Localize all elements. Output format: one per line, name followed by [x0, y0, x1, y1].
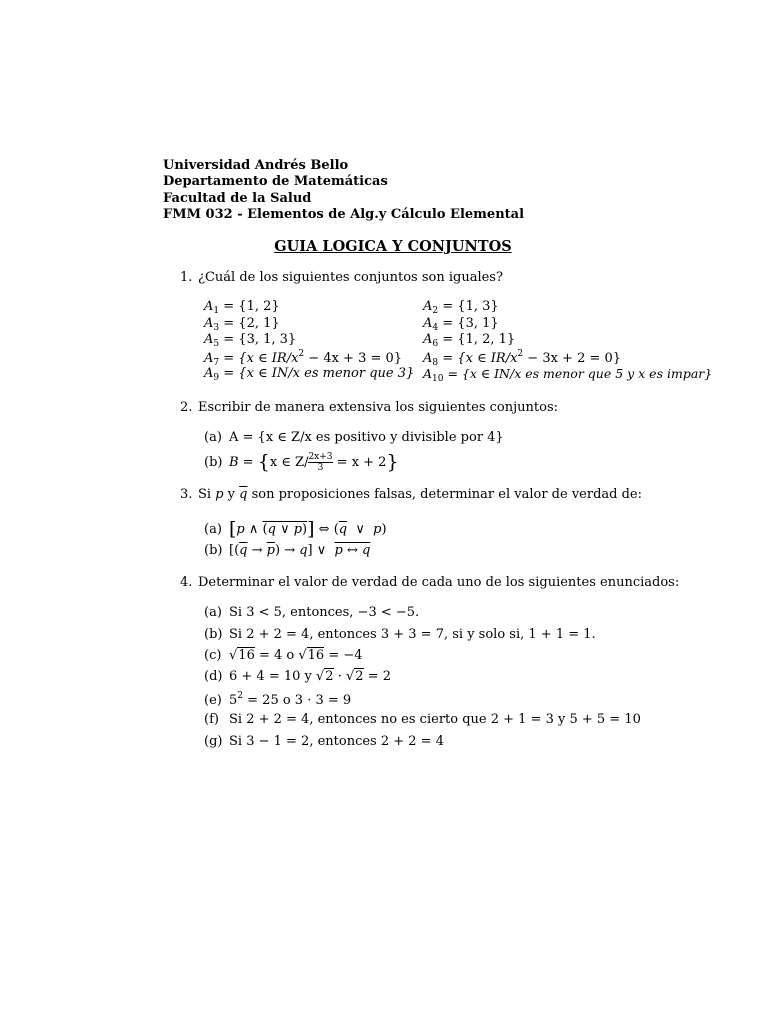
item-label: (g): [204, 734, 223, 749]
question-text: ¿Cuál de los siguientes conjuntos son iguales?: [198, 270, 503, 285]
item-label: (b): [204, 455, 223, 470]
question-4f: (f) Si 2 + 2 = 4, entonces no es cierto que 2 + 1 = 3 y 5 + 5 = 10: [204, 712, 641, 727]
question-number: 1.: [180, 270, 193, 285]
question-4e: (e) $5^2 = 25$ o 3 · 3 = 9: [204, 691, 352, 708]
set-a10: $A_{10} = \{x$ ∈ IN/x es menor que 5 y x es impar}: [423, 366, 713, 384]
item-label: (b): [204, 627, 223, 642]
question-number: 4.: [180, 575, 193, 590]
question-2b: (b) B = {x ∈ Z/ $\frac{2x+3}{3}$ = x + 2}: [204, 451, 399, 473]
question-3a: (a) [p ∧ (q ∨ p)] ⇔ ($\overline{q}$ ∨ p): [204, 518, 387, 540]
page-title: GUIA LOGICA Y CONJUNTOS: [274, 238, 512, 255]
item-label: (c): [204, 648, 222, 663]
set-a6: $A_6 = \{1$, 2, 1}: [423, 332, 516, 349]
question-4g: (g) Si 3 − 1 = 2, entonces 2 + 2 = 4: [204, 734, 444, 749]
set-a3: $A_3 = \{2$, 1}: [204, 316, 280, 333]
set-a5: $A_5 = \{3$, 1, 3}: [204, 332, 297, 349]
question-3b: (b) $[(\overline{q} \to \overline{p}) \to q]$ ∨ p ↔ q: [204, 543, 371, 558]
item-label: (b): [204, 543, 223, 558]
question-text: Si p y $\overline{q}$ son proposiciones falsas, determinar el valor de verdad de:: [198, 487, 642, 502]
set-a1: $A_1 = \{1$, 2}: [204, 299, 280, 316]
fraction: $\frac{2x+3}{3}$: [308, 452, 333, 473]
set-a7: $A_7 = \{x$ ∈ $IR/x^2 - 4x + 3 = 0$}: [204, 349, 403, 368]
question-text: Escribir de manera extensiva los siguientes conjuntos:: [198, 400, 559, 415]
question-4c: (c) √16 = 4 o √16 = −4: [204, 648, 363, 663]
question-2a: [204, 430, 504, 445]
faculty-name: Facultad de la Salud: [163, 190, 312, 206]
item-label: (e): [204, 693, 222, 708]
item-label: (f): [204, 712, 219, 727]
question-4b: (b) Si 2 + 2 = 4, entonces 3 + 3 = 7, si y solo si, 1 + 1 = 1.: [204, 627, 596, 642]
item-label: (a): [204, 430, 222, 445]
question-4d: (d) 6 + 4 = 10 y √2 · √2 = 2: [204, 669, 391, 684]
set-a2: $A_2 = \{1$, 3}: [423, 299, 499, 316]
question-number: 3.: [180, 487, 193, 502]
set-a4: $A_4 = \{3$, 1}: [423, 316, 499, 333]
department-name: Departamento de Matemáticas: [163, 174, 388, 190]
document-header: [163, 158, 524, 224]
course-name: FMM 032 - Elementos de Alg.y Cálculo Elemental: [163, 207, 525, 223]
question-number: 2.: [180, 400, 193, 415]
item-label: (a): [204, 522, 222, 537]
set-expression: A = {x ∈ Z/x es positivo y divisible por 4}: [229, 430, 504, 445]
question-4a: (a) Si 3 < 5, entonces, −3 < −5.: [204, 605, 420, 620]
university-name: Universidad Andrés Bello: [163, 158, 349, 173]
set-a9: $A_9 = \{x$ ∈ IN/x es menor que 3}: [204, 366, 415, 383]
set-a8: $A_8 = \{x$ ∈ $IR/x^2 - 3x + 2 = 0$}: [423, 349, 622, 368]
item-label: (a): [204, 605, 222, 620]
item-label: (d): [204, 669, 223, 684]
question-text: Determinar el valor de verdad de cada uno de los siguientes enunciados:: [198, 575, 680, 590]
